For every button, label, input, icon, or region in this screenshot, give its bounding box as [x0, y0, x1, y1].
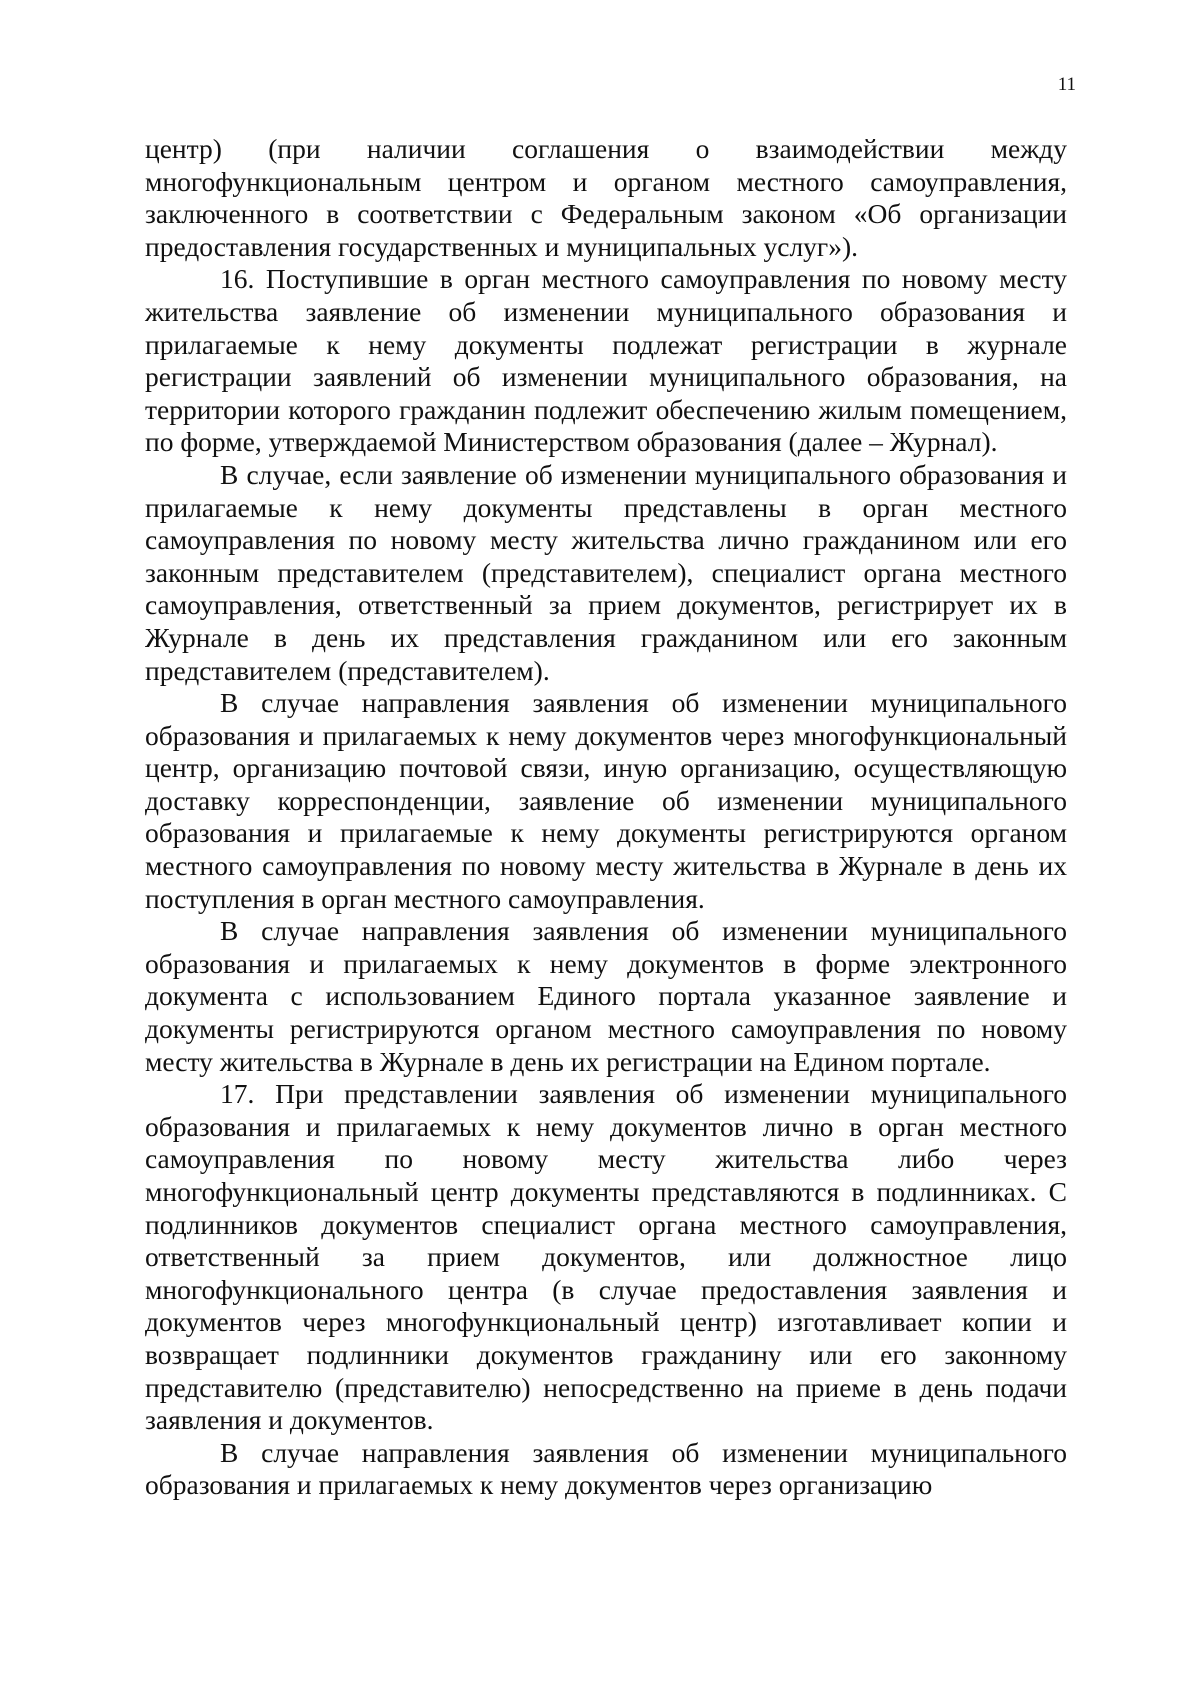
paragraph-continued: В случае направления заявления об изменении муниципального образования и прилагаемых к нему документов через организацию: [145, 1436, 1067, 1501]
paragraph: 16. Поступившие в орган местного самоуправления по новому месту жительства заявление об изменении муниципального образования и прилагаемые к нему документы подлежат регистрации в журнале регистрации заявлений об изменении муниципального образования, на территории которого гражданин подлежит обеспечению жилым помещением, по форме, утверждаемой Министерством образования (далее – Журнал).: [145, 263, 1067, 458]
page-number: 11: [1057, 74, 1076, 95]
paragraph: В случае направления заявления об изменении муниципального образования и прилагаемых к нему документов в форме электронного документа с использованием Единого портала указанное заявление и документы регистрируются органом местного самоуправления по новому месту жительства в Журнале в день их регистрации на Едином портале.: [145, 915, 1067, 1077]
paragraph: 17. При представлении заявления об изменении муниципального образования и прилагаемых к нему документов лично в орган местного самоуправления по новому месту жительства либо через многофункциональный центр документы представляются в подлинниках. С подлинников документов специалист органа местного самоуправления, ответственный за прием документов, или должностное лицо многофункционального центра (в случае предоставления заявления и документов через многофункциональный центр) изготавливает копии и возвращает подлинники документов гражданину или его законному представителю (представителю) непосредственно на приеме в день подачи заявления и документов.: [145, 1078, 1067, 1436]
paragraph: центр) (при наличии соглашения о взаимодействии между многофункциональным центром и органом местного самоуправления, заключенного в соответствии с Федеральным законом «Об организации предоставления государственных и муниципальных услуг»).: [145, 133, 1067, 262]
paragraph: В случае, если заявление об изменении муниципального образования и прилагаемые к нему документы представлены в орган местного самоуправления по новому месту жительства лично гражданином или его законным представителем (представителем), специалист органа местного самоуправления, ответственный за прием документов, регистрирует их в Журнале в день их представления гражданином или его законным представителем (представителем).: [145, 458, 1067, 686]
paragraph: В случае направления заявления об изменении муниципального образования и прилагаемых к нему документов через многофункциональный центр, организацию почтовой связи, иную организацию, осуществляющую доставку корреспонденции, заявление об изменении муниципального образования и прилагаемые к нему документы регистрируются органом местного самоуправления по новому месту жительства в Журнале в день их поступления в орган местного самоуправления.: [145, 687, 1067, 914]
document-body: [145, 133, 1067, 1502]
